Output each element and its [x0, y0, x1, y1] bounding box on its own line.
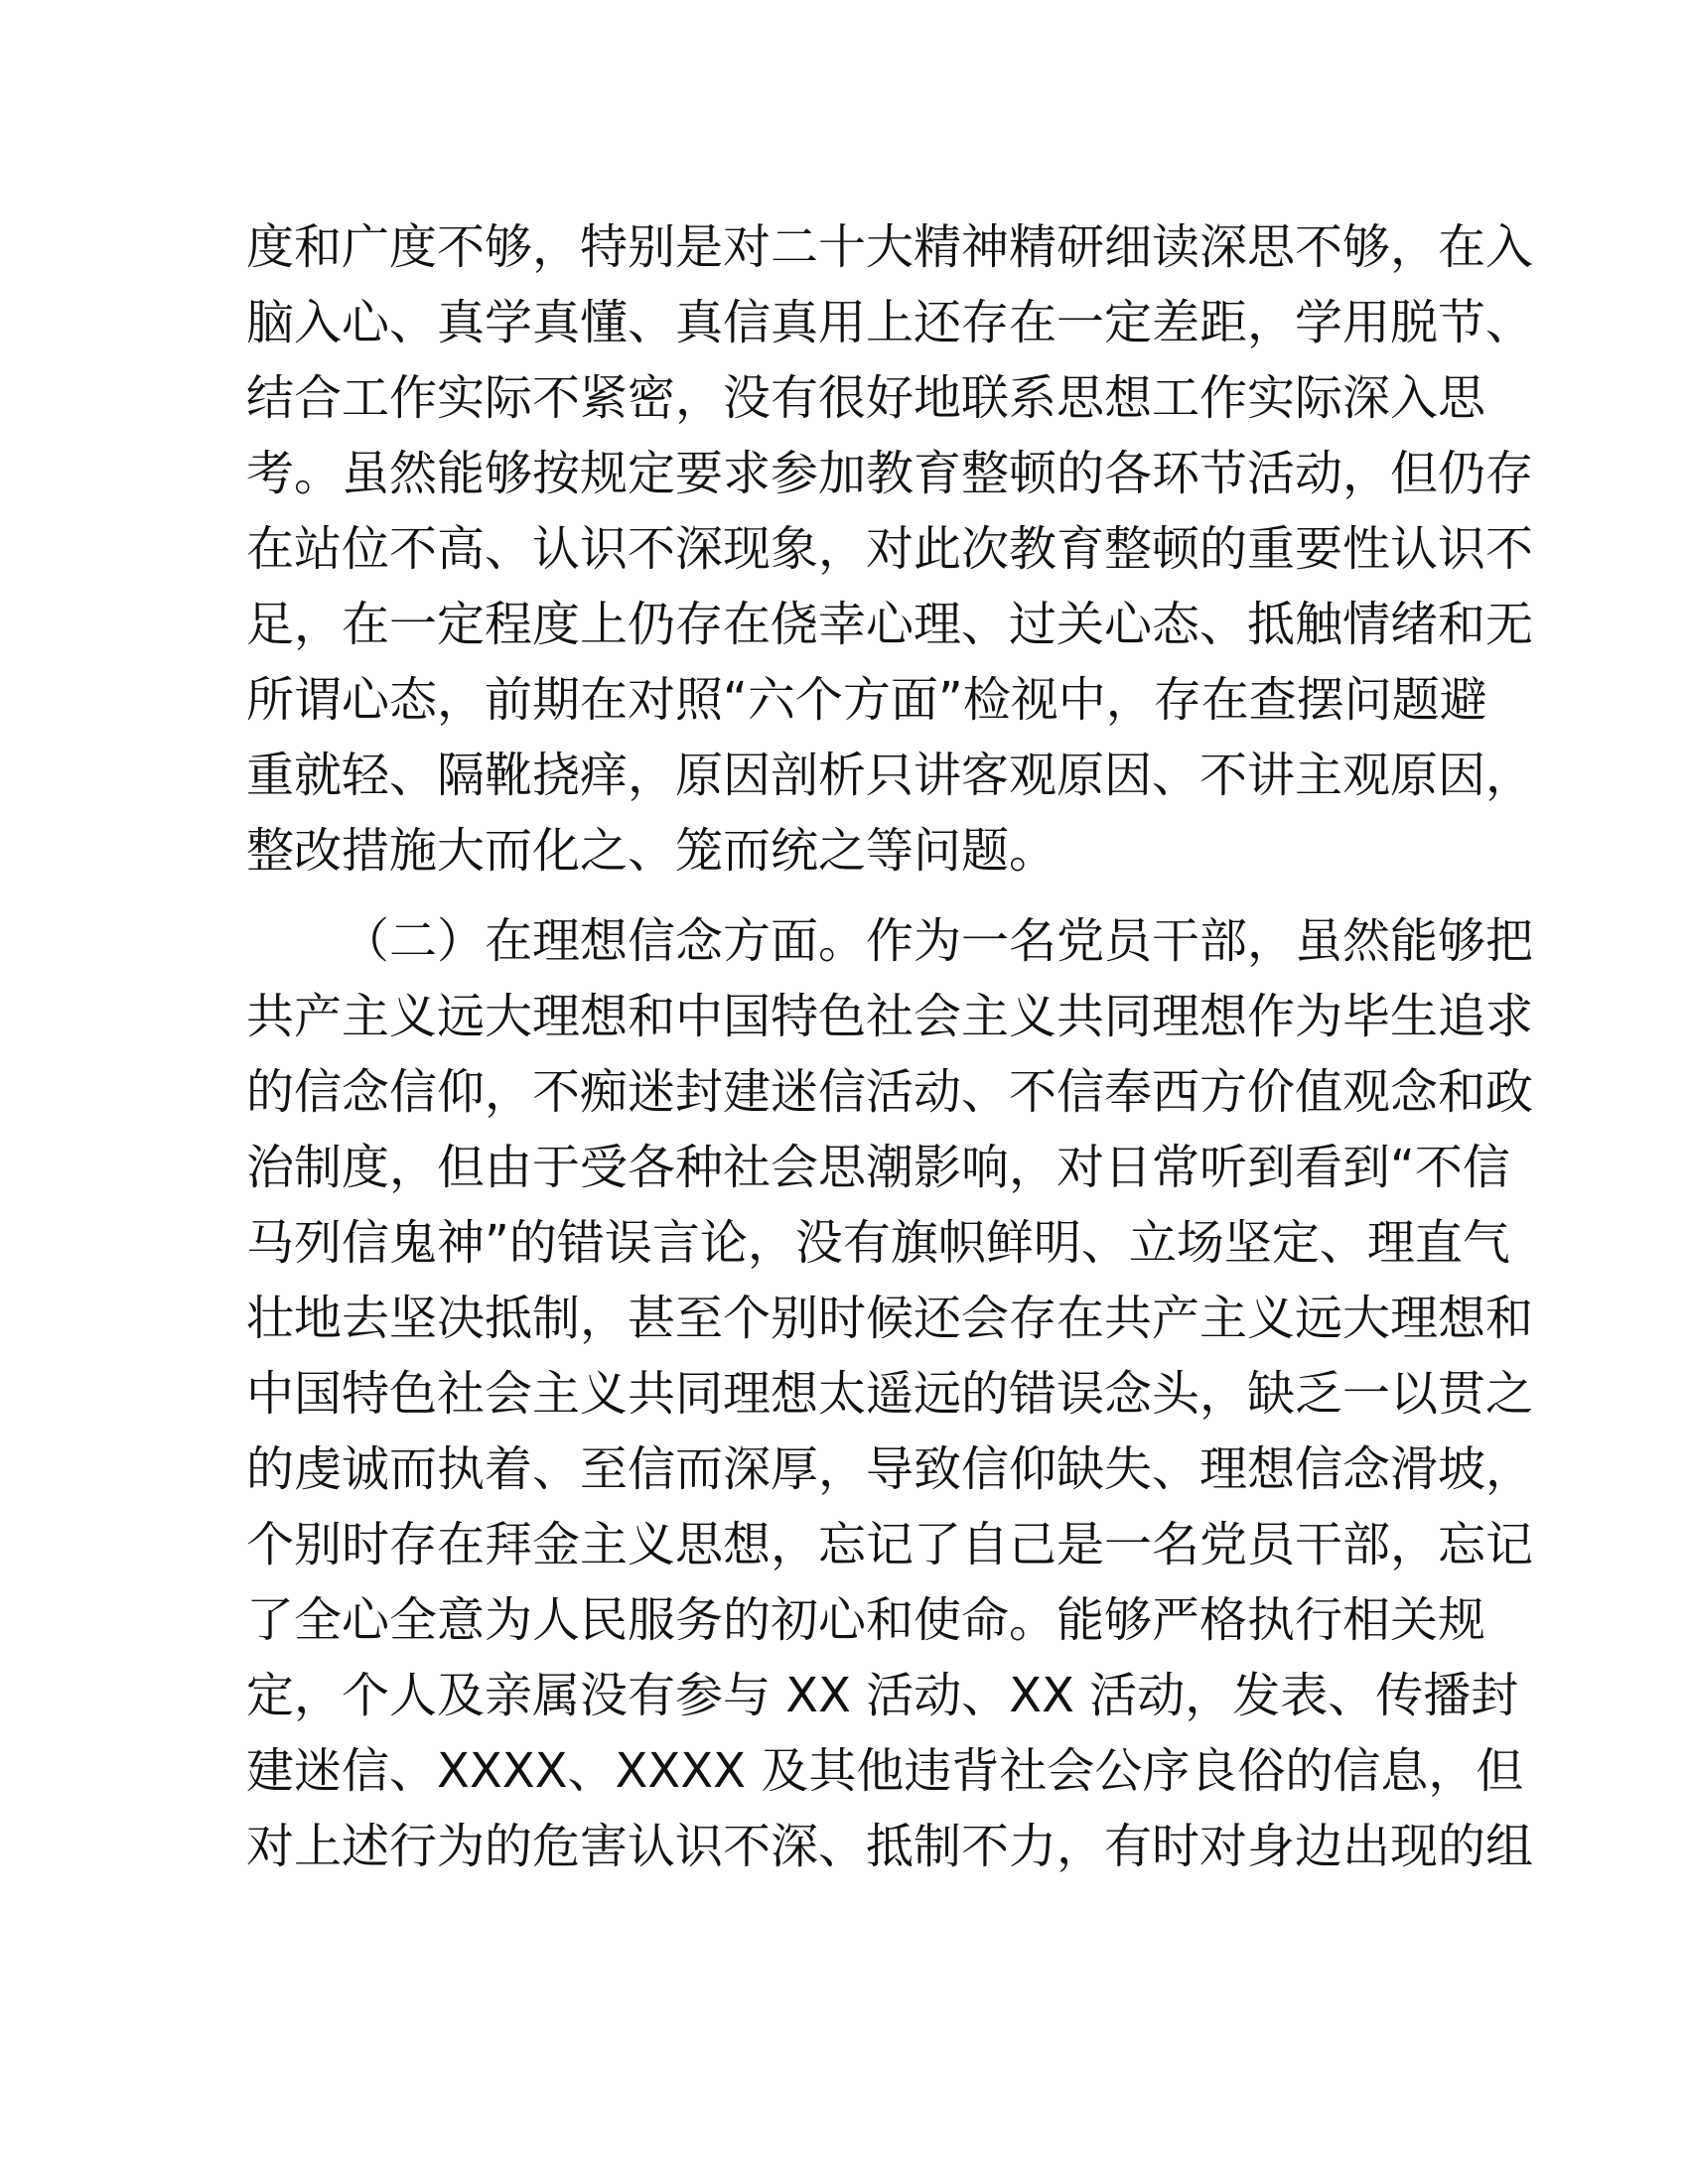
text-line: 马列信鬼神”的错误言论，没有旗帜鲜明、立场坚定、理直气 — [246, 1215, 1510, 1271]
paragraph-1 — [246, 209, 1534, 888]
text-line: 所谓心态，前期在对照“六个方面”检视中，存在查摆问题避 — [246, 672, 1487, 728]
text-line: 重就轻、隔靴挠痒，原因剖析只讲客观原因、不讲主观原因， — [246, 748, 1534, 803]
text-line: 个别时存在拜金主义思想，忘记了自己是一名党员干部，忘记 — [246, 1517, 1534, 1572]
paragraph-2 — [246, 903, 1534, 1884]
text-line: 定，个人及亲属没有参与 XX 活动、XX 活动，发表、传播封 — [246, 1668, 1519, 1723]
text-line: 足，在一定程度上仍存在侥幸心理、过关心态、抵触情绪和无 — [246, 597, 1534, 652]
text-line: 建迷信、XXXX、XXXX 及其他违背社会公序良俗的信息，但 — [246, 1743, 1524, 1799]
text-line: 在站位不高、认识不深现象，对此次教育整顿的重要性认识不 — [246, 521, 1534, 577]
text-line: 壮地去坚决抵制，甚至个别时候还会存在共产主义远大理想和 — [246, 1291, 1534, 1346]
text-line: 中国特色社会主义共同理想太遥远的错误念头，缺乏一以贯之 — [246, 1366, 1534, 1422]
text-line: 整改措施大而化之、笼而统之等问题。 — [246, 823, 1057, 879]
text-line: 考。虽然能够按规定要求参加教育整顿的各环节活动，但仍存 — [246, 446, 1534, 501]
text-line: 的虔诚而执着、至信而深厚，导致信仰缺失、理想信念滑坡， — [246, 1441, 1534, 1497]
text-line: 的信念信仰，不痴迷封建迷信活动、不信奉西方价值观念和政 — [246, 1064, 1534, 1120]
text-line: 治制度，但由于受各种社会思潮影响，对日常听到看到“不信 — [246, 1140, 1510, 1195]
text-line: 度和广度不够，特别是对二十大精神精研细读深思不够，在入 — [246, 219, 1534, 275]
body-text — [246, 209, 1534, 1884]
text-line: 了全心全意为人民服务的初心和使命。能够严格执行相关规 — [246, 1592, 1486, 1648]
text-line: 结合工作实际不紧密，没有很好地联系思想工作实际深入思 — [246, 370, 1486, 426]
text-line: 共产主义远大理想和中国特色社会主义共同理想作为毕生追求 — [246, 989, 1534, 1044]
text-line: （二）在理想信念方面。作为一名党员干部，虽然能够把 — [342, 913, 1534, 969]
text-line: 脑入心、真学真懂、真信真用上还存在一定差距，学用脱节、 — [246, 295, 1534, 350]
text-line: 对上述行为的危害认识不深、抵制不力，有时对身边出现的组 — [246, 1819, 1534, 1874]
